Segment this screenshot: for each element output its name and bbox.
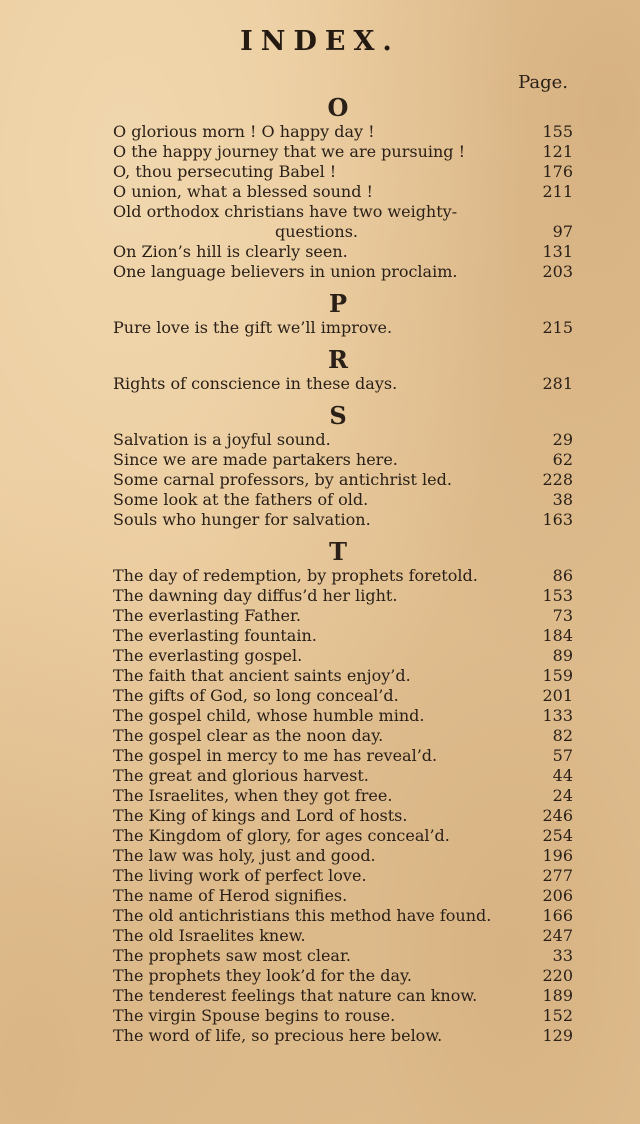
entry-title: O, thou persecuting Babel ! (113, 162, 337, 181)
entry-page-number: 189 (542, 986, 573, 1005)
index-entry (113, 946, 573, 966)
index-entry (113, 566, 573, 586)
index-entry (113, 666, 573, 686)
entry-page-number: 206 (542, 886, 573, 905)
entry-title: The everlasting fountain. (113, 626, 317, 645)
entry-title: Some carnal professors, by antichrist led. (113, 470, 452, 489)
index-entry (113, 846, 573, 866)
index-entry (113, 262, 573, 282)
section-letter: O (327, 93, 349, 122)
section-letter: P (328, 289, 348, 318)
entry-title: The gospel in mercy to me has reveal’d. (113, 746, 438, 765)
index-entry (113, 430, 573, 450)
index-entry (113, 182, 573, 202)
entry-title: The law was holy, just and good. (113, 846, 376, 865)
entry-page-number: 211 (542, 182, 573, 201)
entry-title: O the happy journey that we are pursuing ! (113, 142, 466, 161)
entry-title: The dawning day diffus’d her light. (113, 586, 398, 605)
entry-title: The old antichristians this method have found. (113, 906, 492, 925)
entry-title: Some look at the fathers of old. (113, 490, 369, 509)
entry-page-number: 196 (542, 846, 573, 865)
section-letter: S (329, 401, 347, 430)
entry-page-number: 246 (542, 806, 573, 825)
page-column-label: Page. (518, 72, 568, 93)
index-entry (113, 926, 573, 946)
index-entry (113, 986, 573, 1006)
entry-page-number: 277 (542, 866, 573, 885)
index-entries (113, 94, 573, 1046)
entry-page-number: 89 (552, 646, 573, 665)
entry-title: Salvation is a joyful sound. (113, 430, 331, 449)
entry-page-number: 203 (542, 262, 573, 281)
section-letter: T (329, 537, 347, 566)
entry-page-number: 176 (542, 162, 573, 181)
entry-page-number: 133 (542, 706, 573, 725)
index-entry (113, 906, 573, 926)
index-entry (113, 374, 573, 394)
index-entry (113, 746, 573, 766)
entry-title: The King of kings and Lord of hosts. (113, 806, 408, 825)
index-entry (113, 470, 573, 490)
index-entry (113, 886, 573, 906)
entry-page-number: 33 (552, 946, 573, 965)
entry-page-number: 73 (552, 606, 573, 625)
index-entry (113, 646, 573, 666)
entry-page-number: 82 (552, 726, 573, 745)
entry-page-number: 97 (552, 222, 573, 241)
entry-title: The day of redemption, by prophets foretold. (113, 566, 478, 585)
entry-page-number: 131 (542, 242, 573, 261)
entry-page-number: 153 (542, 586, 573, 605)
entry-page-number: 44 (552, 766, 573, 785)
index-entry (113, 786, 573, 806)
entry-title: One language believers in union proclaim. (113, 262, 458, 281)
entry-title: The Israelites, when they got free. (113, 786, 393, 805)
entry-title: The prophets saw most clear. (113, 946, 351, 965)
entry-title: O glorious morn ! O happy day ! (113, 122, 375, 141)
entry-page-number: 228 (542, 470, 573, 489)
entry-title: The tenderest feelings that nature can know. (113, 986, 478, 1005)
entry-title: O union, what a blessed sound ! (113, 182, 373, 201)
index-entry (113, 866, 573, 886)
index-entry (113, 318, 573, 338)
entry-page-number: 152 (542, 1006, 573, 1025)
entry-title: The word of life, so precious here below. (113, 1026, 443, 1045)
entry-title: The Kingdom of glory, for ages conceal’d. (113, 826, 450, 845)
entry-page-number: 184 (542, 626, 573, 645)
index-entry (113, 586, 573, 606)
entry-page-number: 159 (542, 666, 573, 685)
entry-title: The old Israelites knew. (113, 926, 306, 945)
entry-page-number: 121 (542, 142, 573, 161)
index-entry (113, 510, 573, 530)
entry-title: The gifts of God, so long conceal’d. (113, 686, 399, 705)
entry-title: Pure love is the gift we’ll improve. (113, 318, 393, 337)
index-entry (113, 142, 573, 162)
index-entry (113, 450, 573, 470)
entry-title: The living work of perfect love. (113, 866, 367, 885)
index-entry (113, 202, 573, 222)
entry-page-number: 29 (552, 430, 573, 449)
entry-page-number: 57 (552, 746, 573, 765)
index-entry (113, 766, 573, 786)
entry-page-number: 62 (552, 450, 573, 469)
entry-title: The prophets they look’d for the day. (113, 966, 412, 985)
index-entry (113, 1006, 573, 1026)
index-entry (113, 686, 573, 706)
entry-title: The everlasting gospel. (113, 646, 303, 665)
entry-page-number: 247 (542, 926, 573, 945)
entry-page-number: 24 (552, 786, 573, 805)
index-entry (113, 826, 573, 846)
entry-title: The name of Herod signifies. (113, 886, 348, 905)
entry-page-number: 281 (542, 374, 573, 393)
entry-title: The gospel clear as the noon day. (113, 726, 384, 745)
index-entry (113, 222, 573, 242)
page-title: INDEX. (240, 26, 400, 57)
index-entry (113, 706, 573, 726)
index-entry (113, 162, 573, 182)
section-letter: R (328, 345, 348, 374)
index-entry (113, 806, 573, 826)
entry-page-number: 220 (542, 966, 573, 985)
entry-title: Since we are made partakers here. (113, 450, 398, 469)
entry-title: On Zion’s hill is clearly seen. (113, 242, 348, 261)
index-entry (113, 966, 573, 986)
entry-page-number: 166 (542, 906, 573, 925)
entry-page-number: 129 (542, 1026, 573, 1045)
entry-page-number: 86 (552, 566, 573, 585)
index-entry (113, 1026, 573, 1046)
index-entry (113, 242, 573, 262)
entry-page-number: 254 (542, 826, 573, 845)
entry-page-number: 155 (542, 122, 573, 141)
index-entry (113, 626, 573, 646)
entry-title: The gospel child, whose humble mind. (113, 706, 425, 725)
entry-page-number: 201 (542, 686, 573, 705)
entry-title: questions. (275, 222, 359, 241)
entry-title: The great and glorious harvest. (113, 766, 369, 785)
entry-title: Souls who hunger for salvation. (113, 510, 371, 529)
index-entry (113, 726, 573, 746)
index-entry (113, 122, 573, 142)
entry-title: The faith that ancient saints enjoy’d. (113, 666, 411, 685)
index-entry (113, 490, 573, 510)
entry-title: Old orthodox christians have two weighty- (113, 202, 458, 221)
entry-page-number: 215 (542, 318, 573, 337)
entry-title: Rights of conscience in these days. (113, 374, 398, 393)
index-entry (113, 606, 573, 626)
entry-title: The everlasting Father. (113, 606, 301, 625)
entry-page-number: 163 (542, 510, 573, 529)
entry-title: The virgin Spouse begins to rouse. (113, 1006, 396, 1025)
entry-page-number: 38 (552, 490, 573, 509)
